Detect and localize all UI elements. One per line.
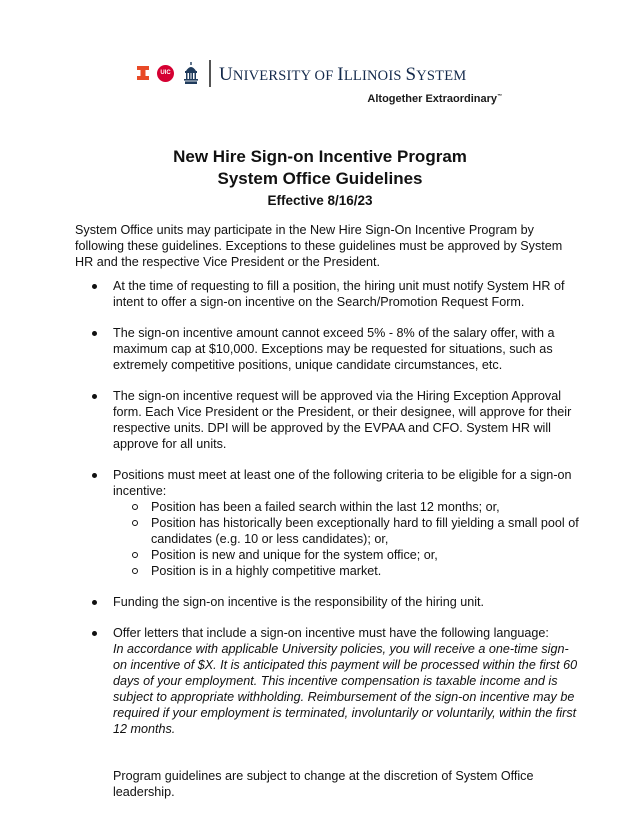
letterhead [137,60,502,110]
illinois-block-i-logo [137,66,149,80]
logo-divider [209,60,211,87]
list-item [75,467,580,579]
intro-paragraph: System Office units may participate in the New Hire Sign-On Incentive Program by following these guidelines. Exceptions to these guidelines must be approved by System HR and the respective Vice President or the President. [75,223,563,269]
criteria-item: Position has historically been exceptionally hard to fill yielding a small pool of candidates (e.g. 10 or less candidates); or, [113,515,580,547]
document-title [0,146,640,210]
closing-paragraph: Program guidelines are subject to change at the discretion of System Office leadership. [113,769,534,799]
title-line-1: New Hire Sign-on Incentive Program [173,147,467,166]
uis-capitol-logo [183,62,199,84]
tagline: Altogether Extraordinary™ [367,93,502,105]
offer-letter-language: In accordance with applicable University policies, you will receive a one-time sign-on incentive of $X. It is anticipated this payment will be processed within the first 60 days of your employment. This incentive compensation is taxable income and is subject to appropriate withholding. Reimbursement of the sign-on incentive may be required if your employment is terminated, involuntarily or voluntarily, within the first 12 months. [113,642,578,736]
uic-logo: UIC [157,65,174,82]
criteria-list [113,499,580,579]
university-wordmark: UNIVERSITY OF ILLINOIS SYSTEM [219,64,467,85]
criteria-intro: Positions must meet at least one of the following criteria to be eligible for a sign-on incentive: [113,468,572,498]
list-item: Funding the sign-on incentive is the responsibility of the hiring unit. [75,594,580,610]
list-item: The sign-on incentive request will be approved via the Hiring Exception Approval form. Each Vice President or the President, or their designee, will approve for their respective units. DPI will be approved by the EVPAA and CFO. System HR will approve for all units. [75,388,580,452]
title-line-2: System Office Guidelines [217,169,423,188]
document-body [75,222,580,800]
guidelines-list [75,278,580,737]
offer-letter-intro: Offer letters that include a sign-on incentive must have the following language: [113,626,549,640]
list-item: At the time of requesting to fill a position, the hiring unit must notify System HR of intent to offer a sign-on incentive on the Search/Promotion Request Form. [75,278,580,310]
list-item: The sign-on incentive amount cannot exceed 5% - 8% of the salary offer, with a maximum cap at $10,000. Exceptions may be requested for situations, such as extremely competitive positions, unique candidate circumstances, etc. [75,325,580,373]
criteria-item: Position is in a highly competitive market. [113,563,580,579]
list-item [75,625,580,737]
effective-date: Effective 8/16/23 [267,193,373,208]
criteria-item: Position is new and unique for the system office; or, [113,547,580,563]
criteria-item: Position has been a failed search within the last 12 months; or, [113,499,580,515]
